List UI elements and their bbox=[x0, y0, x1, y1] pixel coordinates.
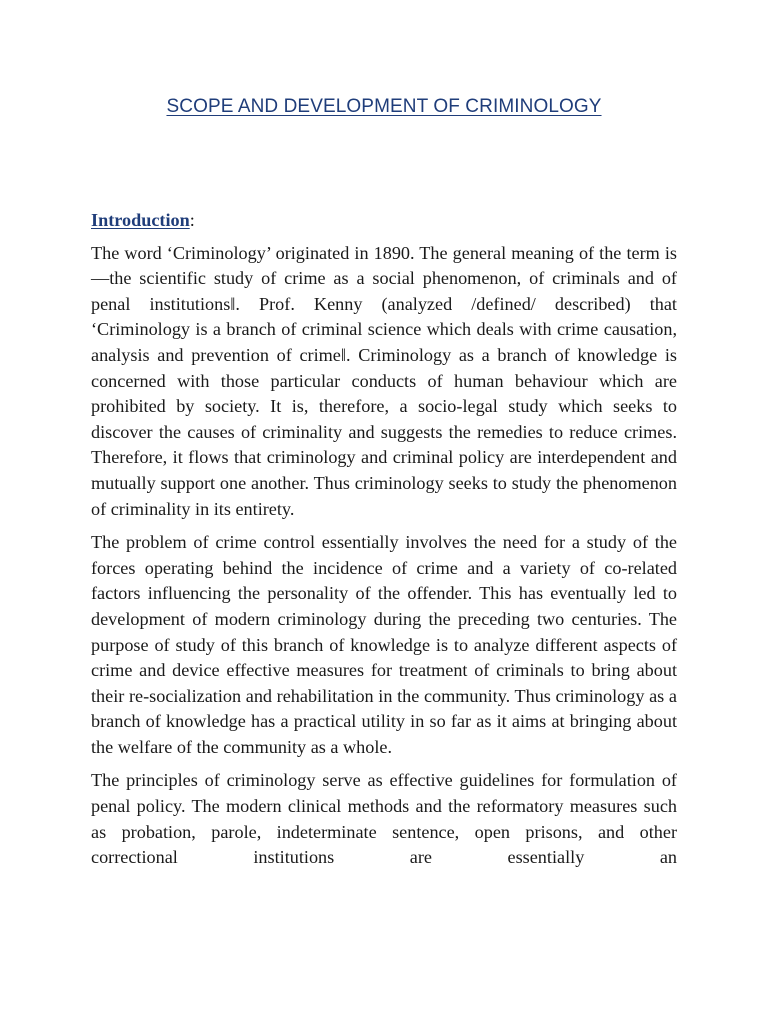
paragraph-1: The word ‘Criminology’ originated in 1890. The general meaning of the term is —the scientific study of crime as a social phenomenon, of criminals and of penal institutions‖. Prof. Kenny (analyzed /defined/ described) that ‘Criminology is a branch of criminal science which deals with crime causation, analysis and prevention of crime‖. Criminology as a branch of knowledge is concerned with those particular conducts of human behaviour which are prohibited by society. It is, therefore, a socio-legal study which seeks to discover the causes of criminality and suggests the remedies to reduce crimes. Therefore, it flows that criminology and criminal policy are interdependent and mutually support one another. Thus criminology seeks to study the phenomenon of criminality in its entirety. bbox=[91, 242, 677, 519]
paragraph-3: The principles of criminology serve as effective guidelines for formulation of penal policy. The modern clinical methods and the reformatory measures such as probation, parole, indeterminate sentence, open prisons, and other correctional institutions are essentially an bbox=[91, 770, 677, 868]
section-heading bbox=[91, 208, 677, 234]
document-body bbox=[91, 208, 677, 878]
section-heading-colon: : bbox=[189, 210, 195, 230]
paragraph-2: The problem of crime control essentially involves the need for a study of the forces operating behind the incidence of crime and a variety of co-related factors influencing the personality of the offender. This has eventually led to development of modern criminology during the preceding two centuries. The purpose of study of this branch of knowledge is to analyze different aspects of crime and device effective measures for treatment of criminals to bring about their re-socialization and rehabilitation in the community. Thus criminology as a branch of knowledge has a practical utility in so far as it aims at bringing about the welfare of the community as a whole. bbox=[91, 532, 677, 757]
page-title: SCOPE AND DEVELOPMENT OF CRIMINOLOGY bbox=[166, 96, 602, 117]
section-heading-text: Introduction bbox=[91, 210, 190, 230]
